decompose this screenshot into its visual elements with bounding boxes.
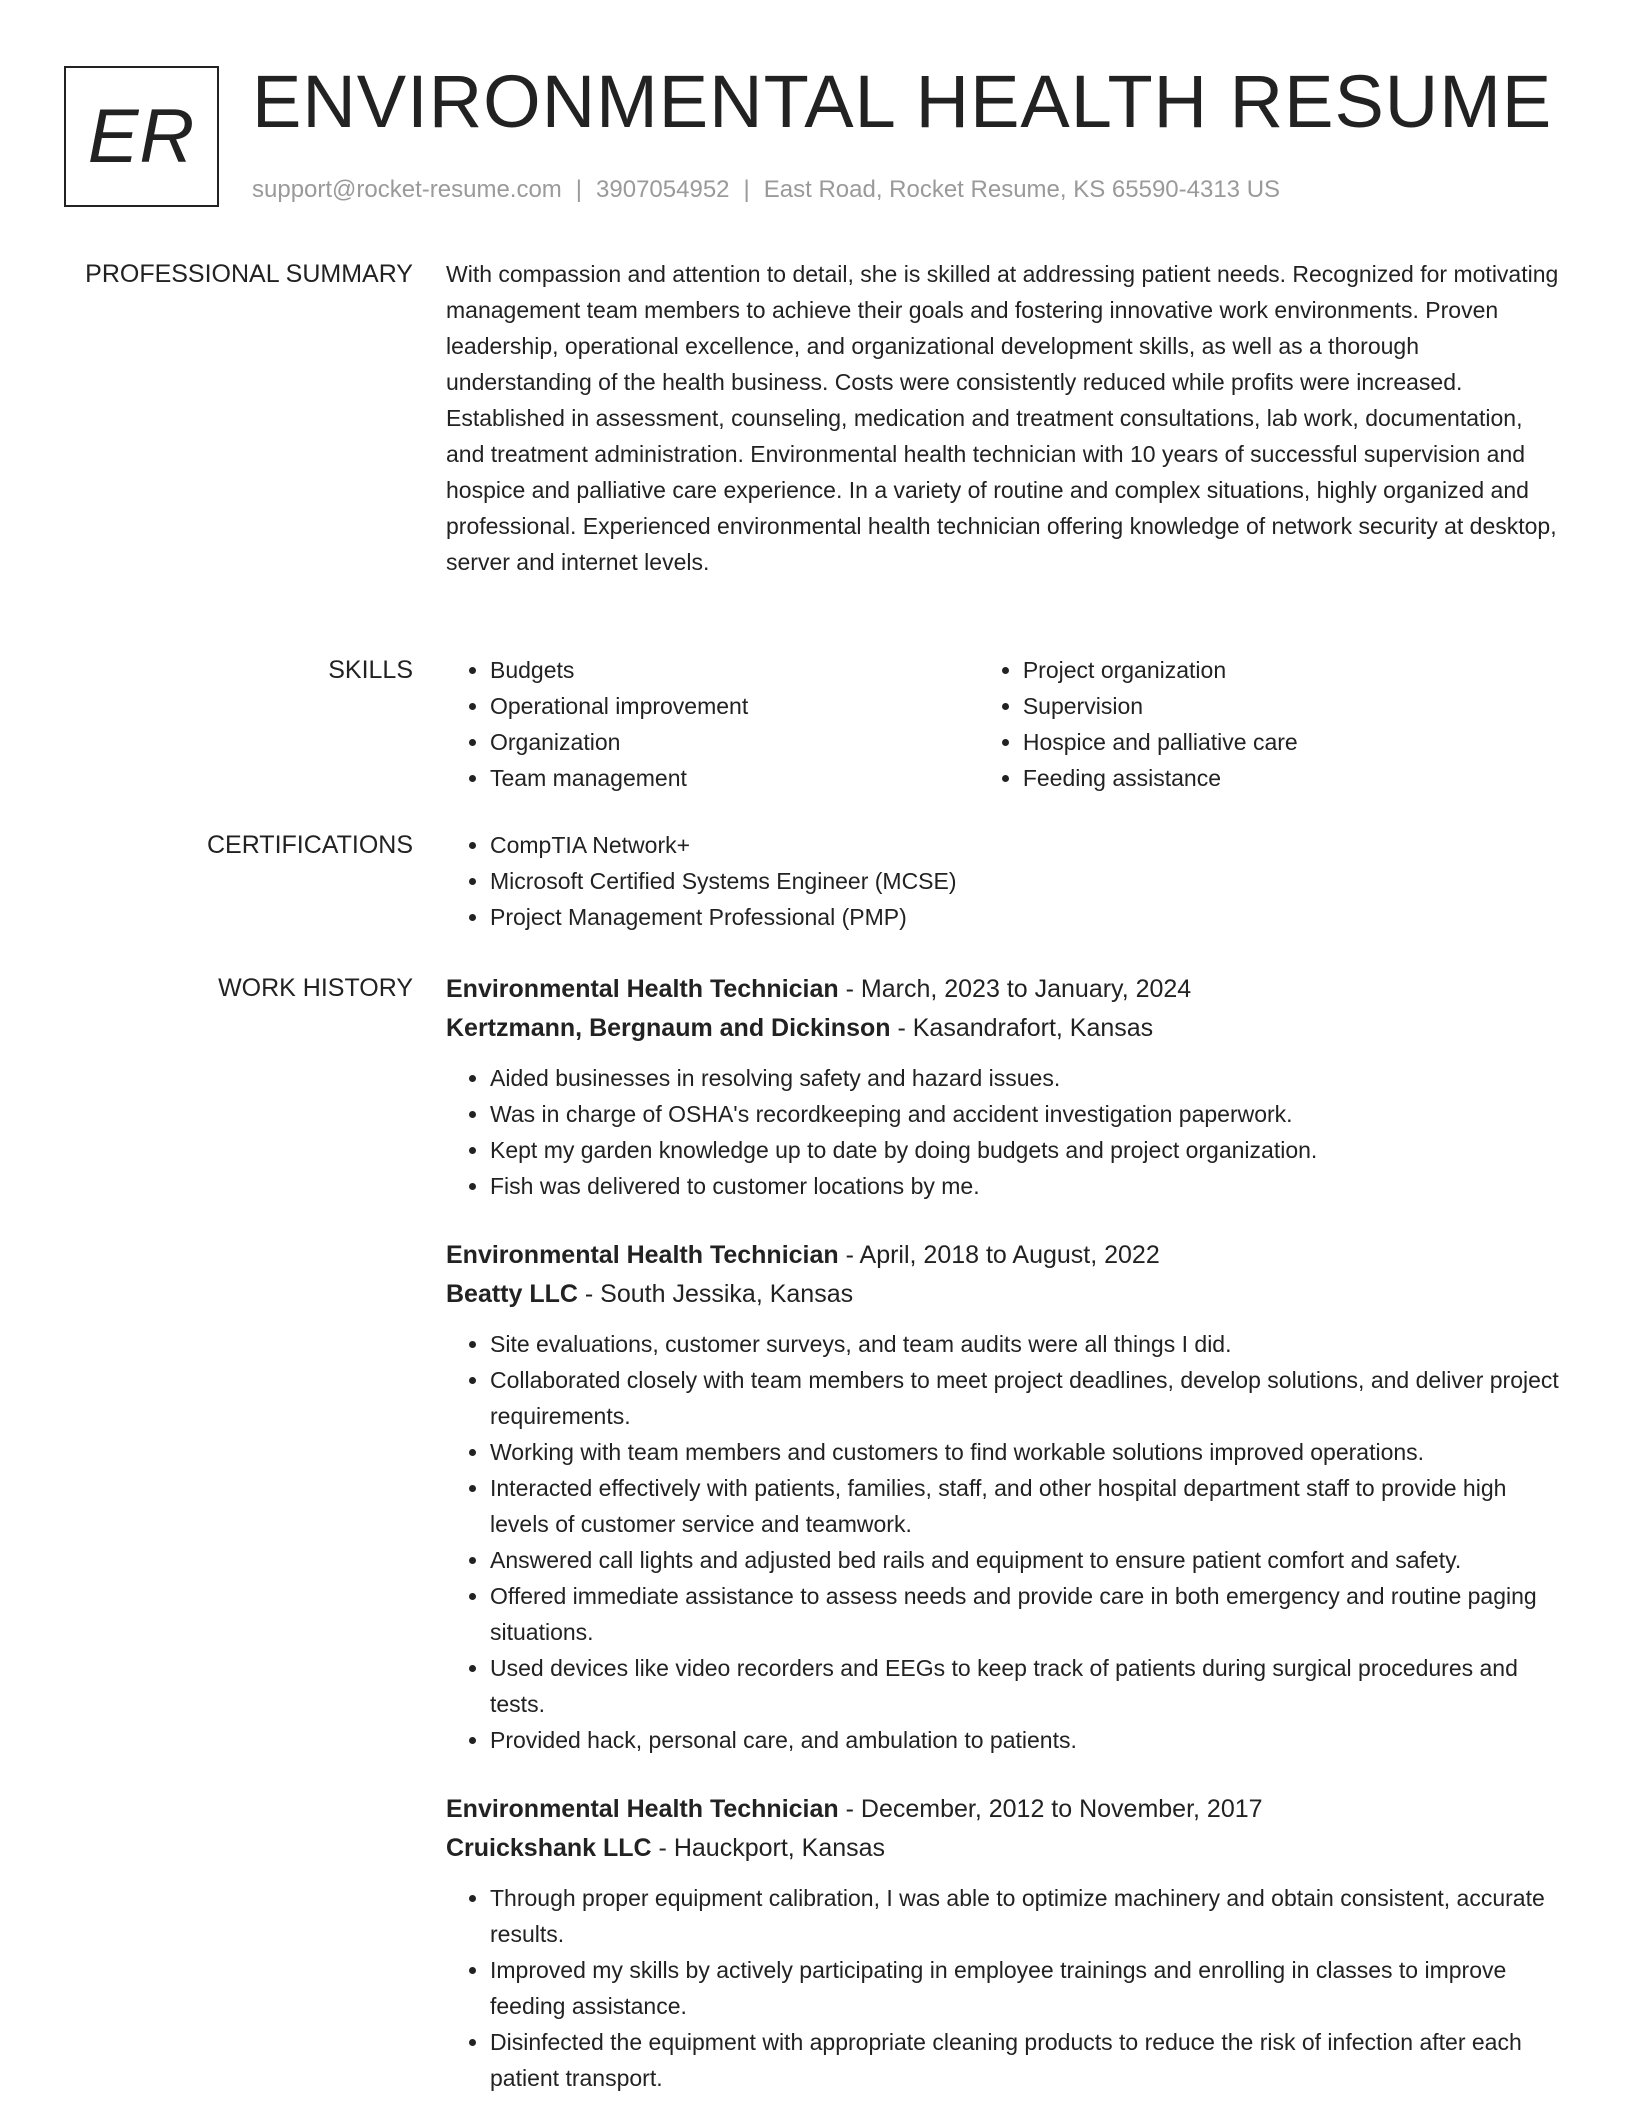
skills-list-right <box>979 652 1566 796</box>
skill-item: • Feeding assistance <box>1023 760 1566 796</box>
job-location: - Kasandrafort, Kansas <box>890 1014 1154 1042</box>
job-title-line <box>446 970 1566 1009</box>
skills-heading: SKILLS <box>328 656 413 684</box>
job-entry <box>446 1236 1566 1758</box>
summary-heading: PROFESSIONAL SUMMARY <box>85 260 413 288</box>
skill-item: • Project organization <box>1023 652 1566 688</box>
job-bullet: • Provided hack, personal care, and ambulation to patients. <box>490 1722 1566 1758</box>
job-company-line <box>446 1009 1566 1048</box>
skill-item: • Operational improvement <box>490 688 979 724</box>
job-dates: - March, 2023 to January, 2024 <box>838 975 1192 1003</box>
job-bullet: • Collaborated closely with team members to meet project deadlines, develop solutions, and deliver project requirements. <box>490 1362 1566 1434</box>
job-title: Environmental Health Technician <box>446 975 839 1003</box>
job-bullet: • Interacted effectively with patients, families, staff, and other hospital department staff to provide high levels of customer service and teamwork. <box>490 1470 1566 1542</box>
resume-title: ENVIRONMENTAL HEALTH RESUME <box>252 60 1553 143</box>
skill-item: • Supervision <box>1023 688 1566 724</box>
summary-text: With compassion and attention to detail, she is skilled at addressing patient needs. Recognized for motivating management team members to achieve their goals and fostering innovative work environments. Proven leadership, operational excellence, and organizational development skills, as well as a thorough understanding of the health business. Costs were consistently reduced while profits were increased. Established in assessment, counseling, medication and treatment consultations, lab work, documentation, and treatment administration. Environmental health technician with 10 years of successful supervision and hospice and palliative care experience. In a variety of routine and complex situations, highly organized and professional. Experienced environmental health technician offering knowledge of network security at desktop, server and internet levels. <box>446 261 1559 575</box>
job-bullet: • Offered immediate assistance to assess needs and provide care in both emergency and routine paging situations. <box>490 1578 1566 1650</box>
job-company: Cruickshank LLC <box>446 1834 652 1862</box>
job-location: - Hauckport, Kansas <box>651 1834 886 1862</box>
job-bullet: • Was in charge of OSHA's recordkeeping and accident investigation paperwork. <box>490 1096 1566 1132</box>
job-bullet: • Aided businesses in resolving safety and hazard issues. <box>490 1060 1566 1096</box>
certification-item: • Microsoft Certified Systems Engineer (MCSE) <box>490 863 1566 899</box>
contact-address: East Road, Rocket Resume, KS 65590-4313 US <box>763 176 1281 203</box>
job-title-line <box>446 1236 1566 1275</box>
certifications-list <box>446 827 1566 935</box>
skills-list-left <box>446 652 979 796</box>
job-bullet: • Working with team members and customers to find workable solutions improved operations. <box>490 1434 1566 1470</box>
job-bullets <box>446 1060 1566 1204</box>
certification-item: • Project Management Professional (PMP) <box>490 899 1566 935</box>
job-entry <box>446 970 1566 1204</box>
job-bullet: • Disinfected the equipment with appropriate cleaning products to reduce the risk of infection after each patient transport. <box>490 2024 1566 2096</box>
skill-item: • Team management <box>490 760 979 796</box>
job-entry <box>446 1790 1566 2096</box>
job-company: Beatty LLC <box>446 1280 578 1308</box>
contact-separator: | <box>575 176 583 203</box>
job-location: - South Jessika, Kansas <box>577 1280 854 1308</box>
contact-phone: 3907054952 <box>596 176 730 203</box>
certifications-heading: CERTIFICATIONS <box>206 831 413 859</box>
job-bullet: • Improved my skills by actively participating in employee trainings and enrolling in classes to improve feeding assistance. <box>490 1952 1566 2024</box>
job-bullet: • Answered call lights and adjusted bed rails and equipment to ensure patient comfort and safety. <box>490 1542 1566 1578</box>
monogram-box <box>64 66 219 207</box>
job-bullet: • Through proper equipment calibration, I was able to optimize machinery and obtain consistent, accurate results. <box>490 1880 1566 1952</box>
job-bullet: • Used devices like video recorders and EEGs to keep track of patients during surgical procedures and tests. <box>490 1650 1566 1722</box>
contact-separator: | <box>743 176 750 203</box>
certification-item: • CompTIA Network+ <box>490 827 1566 863</box>
skill-item: • Organization <box>490 724 979 760</box>
job-bullets <box>446 1326 1566 1758</box>
job-bullets <box>446 1880 1566 2096</box>
job-company-line <box>446 1275 1566 1314</box>
contact-email: support@rocket-resume.com <box>252 176 562 203</box>
job-bullet: • Kept my garden knowledge up to date by doing budgets and project organization. <box>490 1132 1566 1168</box>
job-dates: - April, 2018 to August, 2022 <box>838 1241 1160 1269</box>
skill-item: • Hospice and palliative care <box>1023 724 1566 760</box>
job-company: Kertzmann, Bergnaum and Dickinson <box>446 1014 891 1042</box>
job-company-line <box>446 1829 1566 1868</box>
monogram-initials: ER <box>87 94 196 179</box>
contact-line <box>252 174 1280 206</box>
work-history-heading: WORK HISTORY <box>218 974 413 1002</box>
job-bullet: • Site evaluations, customer surveys, and team audits were all things I did. <box>490 1326 1566 1362</box>
job-title: Environmental Health Technician <box>446 1241 839 1269</box>
skill-item: • Budgets <box>490 652 979 688</box>
job-title: Environmental Health Technician <box>446 1795 839 1823</box>
job-dates: - December, 2012 to November, 2017 <box>838 1795 1263 1823</box>
job-bullet: • Fish was delivered to customer locations by me. <box>490 1168 1566 1204</box>
job-title-line <box>446 1790 1566 1829</box>
